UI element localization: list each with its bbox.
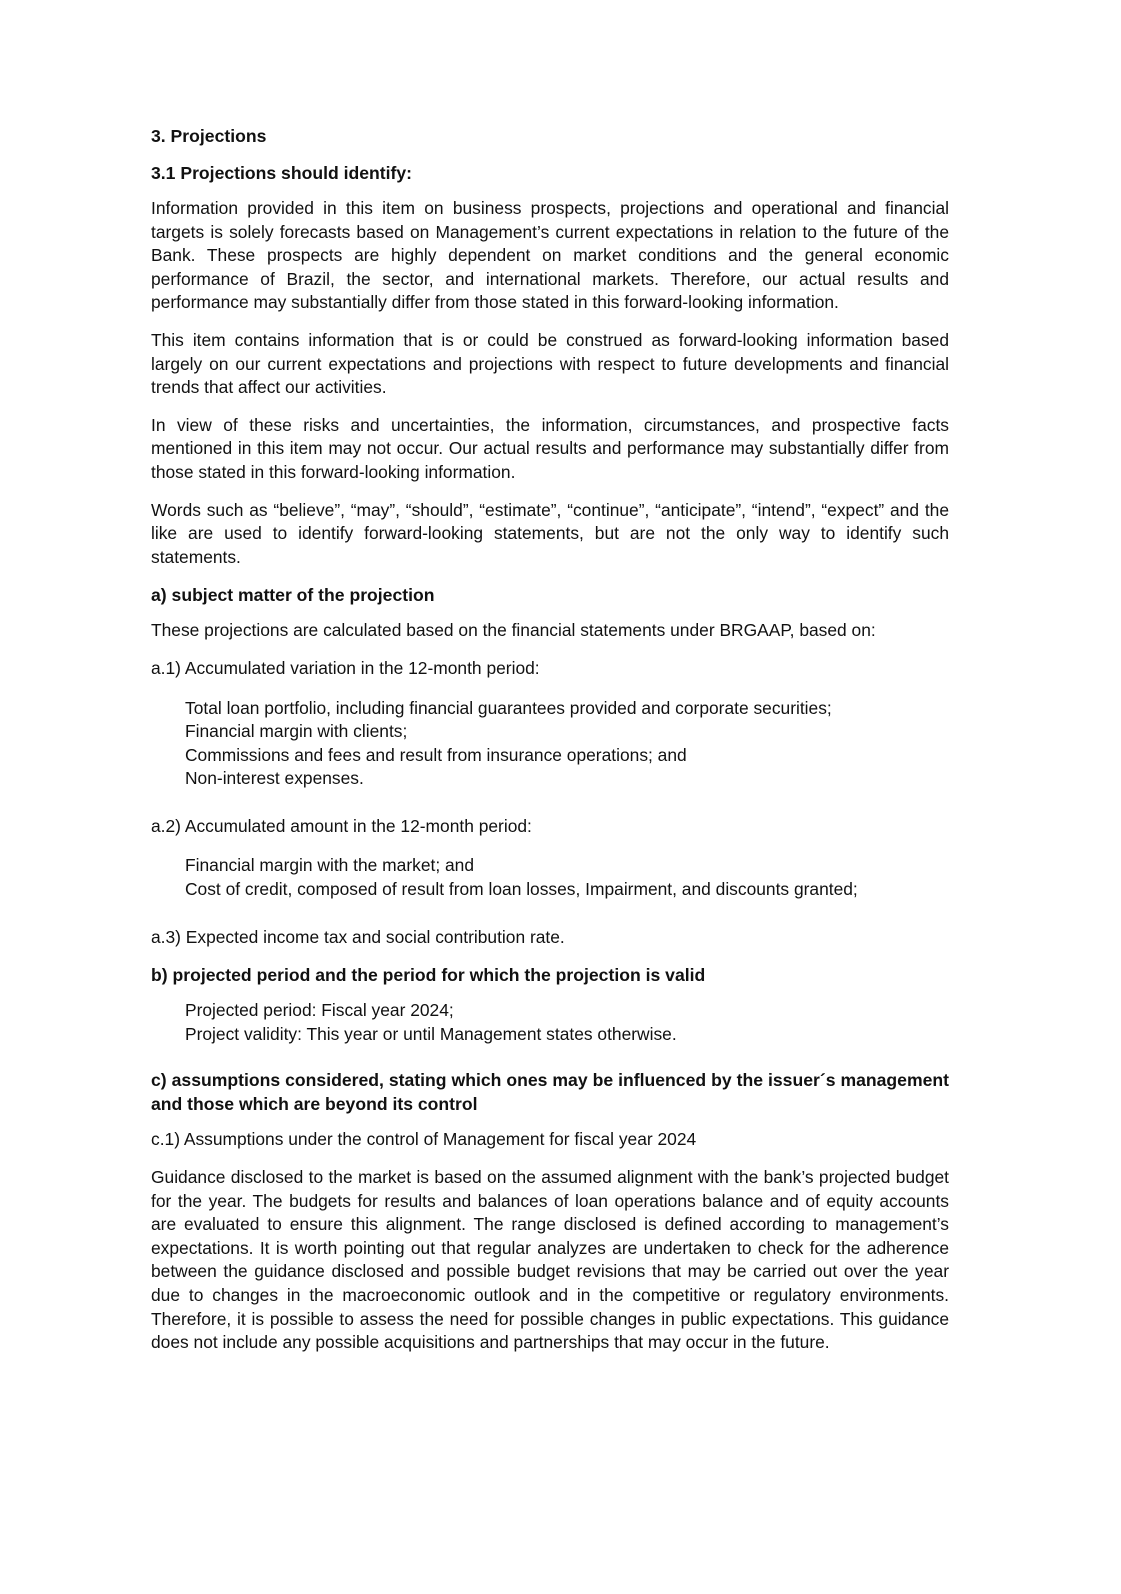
section-a-intro: These projections are calculated based on the financial statements under BRGAAP, based on: bbox=[151, 620, 876, 641]
list-item: Financial margin with the market; and bbox=[185, 855, 475, 876]
document-page bbox=[151, 124, 949, 1369]
list-item: Total loan portfolio, including financial guarantees provided and corporate securities; bbox=[185, 697, 832, 718]
list-item: Cost of credit, composed of result from loan losses, Impairment, and discounts granted; bbox=[185, 879, 858, 900]
list-item: Financial margin with clients; bbox=[185, 721, 408, 742]
subsection-title: 3.1 Projections should identify: bbox=[151, 163, 413, 183]
intro-paragraph: This item contains information that is or could be construed as forward-looking information based largely on our current expectations and projections with respect to future developments and financial trends that affect our activities. bbox=[151, 329, 949, 398]
section-c-heading: c) assumptions considered, stating which ones may be influenced by the issuer´s management and those which are beyond its control bbox=[151, 1070, 949, 1115]
list-item: Non-interest expenses. bbox=[185, 768, 364, 789]
intro-paragraph: Words such as “believe”, “may”, “should”, “estimate”, “continue”, “anticipate”, “intend”, “expect” and the like are used to identify forward-looking statements, but are not the only way to identify such statements. bbox=[151, 499, 949, 567]
list-item: Project validity: This year or until Management states otherwise. bbox=[185, 1023, 677, 1044]
a1-label: a.1) Accumulated variation in the 12-month period: bbox=[151, 657, 540, 678]
c1-label: c.1) Assumptions under the control of Management for fiscal year 2024 bbox=[151, 1129, 697, 1150]
list-item: Projected period: Fiscal year 2024; bbox=[185, 1000, 454, 1021]
a1-list bbox=[185, 697, 949, 791]
section-a-heading: a) subject matter of the projection bbox=[151, 585, 435, 606]
section-title: 3. Projections bbox=[151, 126, 267, 146]
a2-label: a.2) Accumulated amount in the 12-month period: bbox=[151, 815, 532, 836]
c1-paragraph: Guidance disclosed to the market is based on the assumed alignment with the bank’s projected budget for the year. The budgets for results and balances of loan operations balance and of equity accounts are evaluated to ensure this alignment. The range disclosed is defined according to management’s expectations. It is worth pointing out that regular analyzes are undertaken to check for the adherence between the guidance disclosed and possible budget revisions that may be carried out over the year due to changes in the macroeconomic outlook and in the competitive or regulatory environments. Therefore, it is possible to assess the need for possible changes in public expectations. This guidance does not include any possible acquisitions and partnerships that may occur in the future. bbox=[151, 1167, 949, 1353]
b-list bbox=[185, 999, 949, 1046]
intro-paragraph: In view of these risks and uncertainties, the information, circumstances, and prospective facts mentioned in this item may not occur. Our actual results and performance may substantially differ from those stated in this forward-looking information. bbox=[151, 414, 949, 482]
section-b-heading: b) projected period and the period for which the projection is valid bbox=[151, 965, 706, 986]
a2-list bbox=[185, 854, 949, 901]
a3-label: a.3) Expected income tax and social contribution rate. bbox=[151, 926, 565, 947]
intro-paragraph: Information provided in this item on business prospects, projections and operational and financial targets is solely forecasts based on Management’s current expectations in relation to the future of the Bank. These prospects are highly dependent on market conditions and the general economic performance of Brazil, the sector, and international markets. Therefore, our actual results and performance may substantially differ from those stated in this forward-looking information. bbox=[151, 198, 949, 313]
list-item: Commissions and fees and result from insurance operations; and bbox=[185, 744, 687, 765]
